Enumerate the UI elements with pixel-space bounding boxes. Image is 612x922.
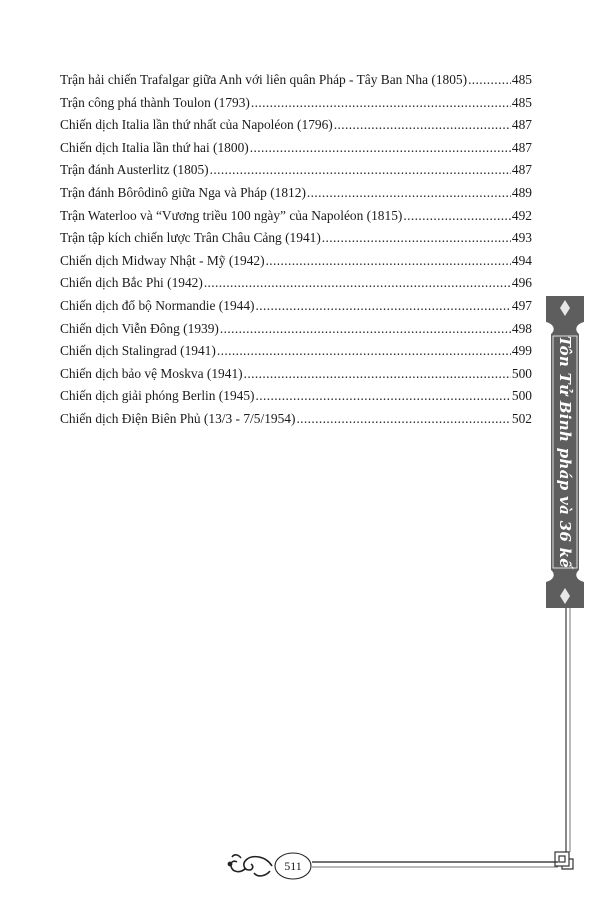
toc-entry-page: 496 bbox=[511, 275, 532, 291]
toc-entry-title: Chiến dịch Viễn Đông (1939) bbox=[60, 320, 219, 336]
toc-entry-page: 500 bbox=[511, 388, 532, 404]
toc-entry-page: 502 bbox=[511, 410, 532, 426]
toc-entry-page: 487 bbox=[511, 162, 532, 178]
toc-entry-title: Chiến dịch Bắc Phi (1942) bbox=[60, 275, 203, 291]
toc-entry-title: Chiến dịch Điện Biên Phủ (13/3 - 7/5/1954) bbox=[60, 410, 296, 426]
toc-entry-page: 492 bbox=[511, 207, 532, 223]
fret-corner-icon bbox=[555, 852, 573, 869]
toc-entry-page: 500 bbox=[511, 365, 532, 381]
toc-entry-title: Trận hải chiến Trafalgar giữa Anh với liên quân Pháp - Tây Ban Nha (1805) bbox=[60, 72, 468, 87]
toc-entry-page: 493 bbox=[511, 230, 532, 246]
toc-entry-page: 494 bbox=[511, 252, 532, 268]
toc-entry-page: 485 bbox=[511, 94, 532, 110]
toc-entry-page: 487 bbox=[511, 139, 532, 155]
toc-entry-title: Trận tập kích chiến lược Trân Châu Cảng (1941) bbox=[60, 230, 321, 246]
toc-entry-page: 497 bbox=[511, 297, 532, 313]
toc-entry-title: Trận công phá thành Toulon (1793) bbox=[60, 94, 250, 110]
scroll-ornament-icon bbox=[228, 855, 272, 876]
toc-entry-title: Chiến dịch giải phóng Berlin (1945) bbox=[60, 388, 255, 404]
toc-entry-title: Trận đánh Austerlitz (1805) bbox=[60, 162, 209, 178]
toc-entry-page: 498 bbox=[511, 320, 532, 336]
toc-entry-title: Chiến dịch đổ bộ Normandie (1944) bbox=[60, 297, 255, 313]
toc-entry-page: 489 bbox=[511, 184, 532, 200]
toc-entry-page: 487 bbox=[511, 117, 532, 133]
side-title-text: Tôn Tử Binh pháp và 36 kế bbox=[556, 335, 574, 569]
toc-entry-title: Trận đánh Bôrôdinô giữa Nga và Pháp (1812) bbox=[60, 184, 306, 200]
page-number: 511 bbox=[284, 859, 302, 873]
toc-entry-page: 499 bbox=[511, 343, 532, 359]
toc-entry-title: Chiến dịch Italia lần thứ hai (1800) bbox=[60, 139, 249, 155]
toc-entry-title: Chiến dịch Italia lần thứ nhất của Napoléon (1796) bbox=[60, 117, 333, 133]
toc-entry-title: Trận Waterloo và “Vương triều 100 ngày” của Napoléon (1815) bbox=[60, 207, 403, 223]
toc-entry-title: Chiến dịch Stalingrad (1941) bbox=[60, 343, 216, 359]
toc-entry-title: Chiến dịch Midway Nhật - Mỹ (1942) bbox=[60, 252, 265, 268]
toc-entry-title: Chiến dịch bảo vệ Moskva (1941) bbox=[60, 365, 243, 381]
toc-entry-page: 485 bbox=[511, 72, 532, 87]
